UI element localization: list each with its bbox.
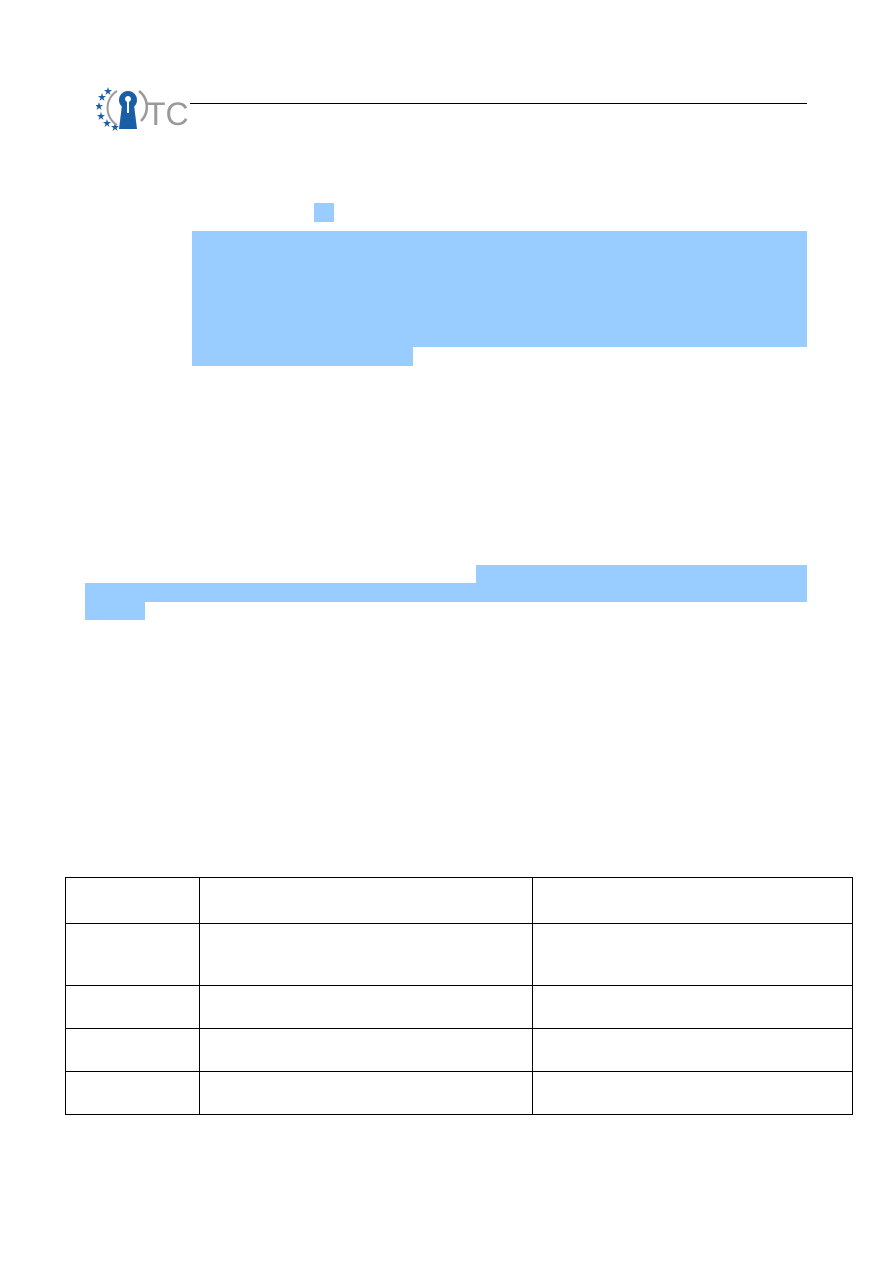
table-cell: [66, 924, 200, 986]
highlight-block: [476, 565, 807, 584]
header-rule: [190, 103, 807, 104]
table-cell: [66, 1072, 200, 1115]
highlight-block: [192, 231, 807, 347]
table-cell: [200, 1072, 533, 1115]
highlight-block: [192, 346, 413, 366]
table-cell: [533, 1029, 853, 1072]
table-cell: [533, 1072, 853, 1115]
logo-text: TC: [146, 96, 189, 131]
otc-logo-graphic: [96, 85, 194, 131]
table-row: [66, 986, 853, 1029]
document-table: [65, 877, 853, 1115]
table-cell: [200, 986, 533, 1029]
table-cell: [533, 924, 853, 986]
table-cell: [200, 1029, 533, 1072]
table-cell: [66, 1029, 200, 1072]
highlight-block: [314, 203, 334, 222]
table-row: [66, 1072, 853, 1115]
table-cell: [200, 924, 533, 986]
highlight-block: [85, 601, 145, 620]
keyhole-icon: [119, 91, 137, 129]
table-row: [66, 878, 853, 924]
table-cell: [533, 878, 853, 924]
highlight-block: [85, 583, 807, 602]
table-row: [66, 924, 853, 986]
otc-logo: [96, 85, 194, 131]
table-cell: [66, 878, 200, 924]
table-cell: [200, 878, 533, 924]
table-cell: [533, 986, 853, 1029]
table-row: [66, 1029, 853, 1072]
table-cell: [66, 986, 200, 1029]
